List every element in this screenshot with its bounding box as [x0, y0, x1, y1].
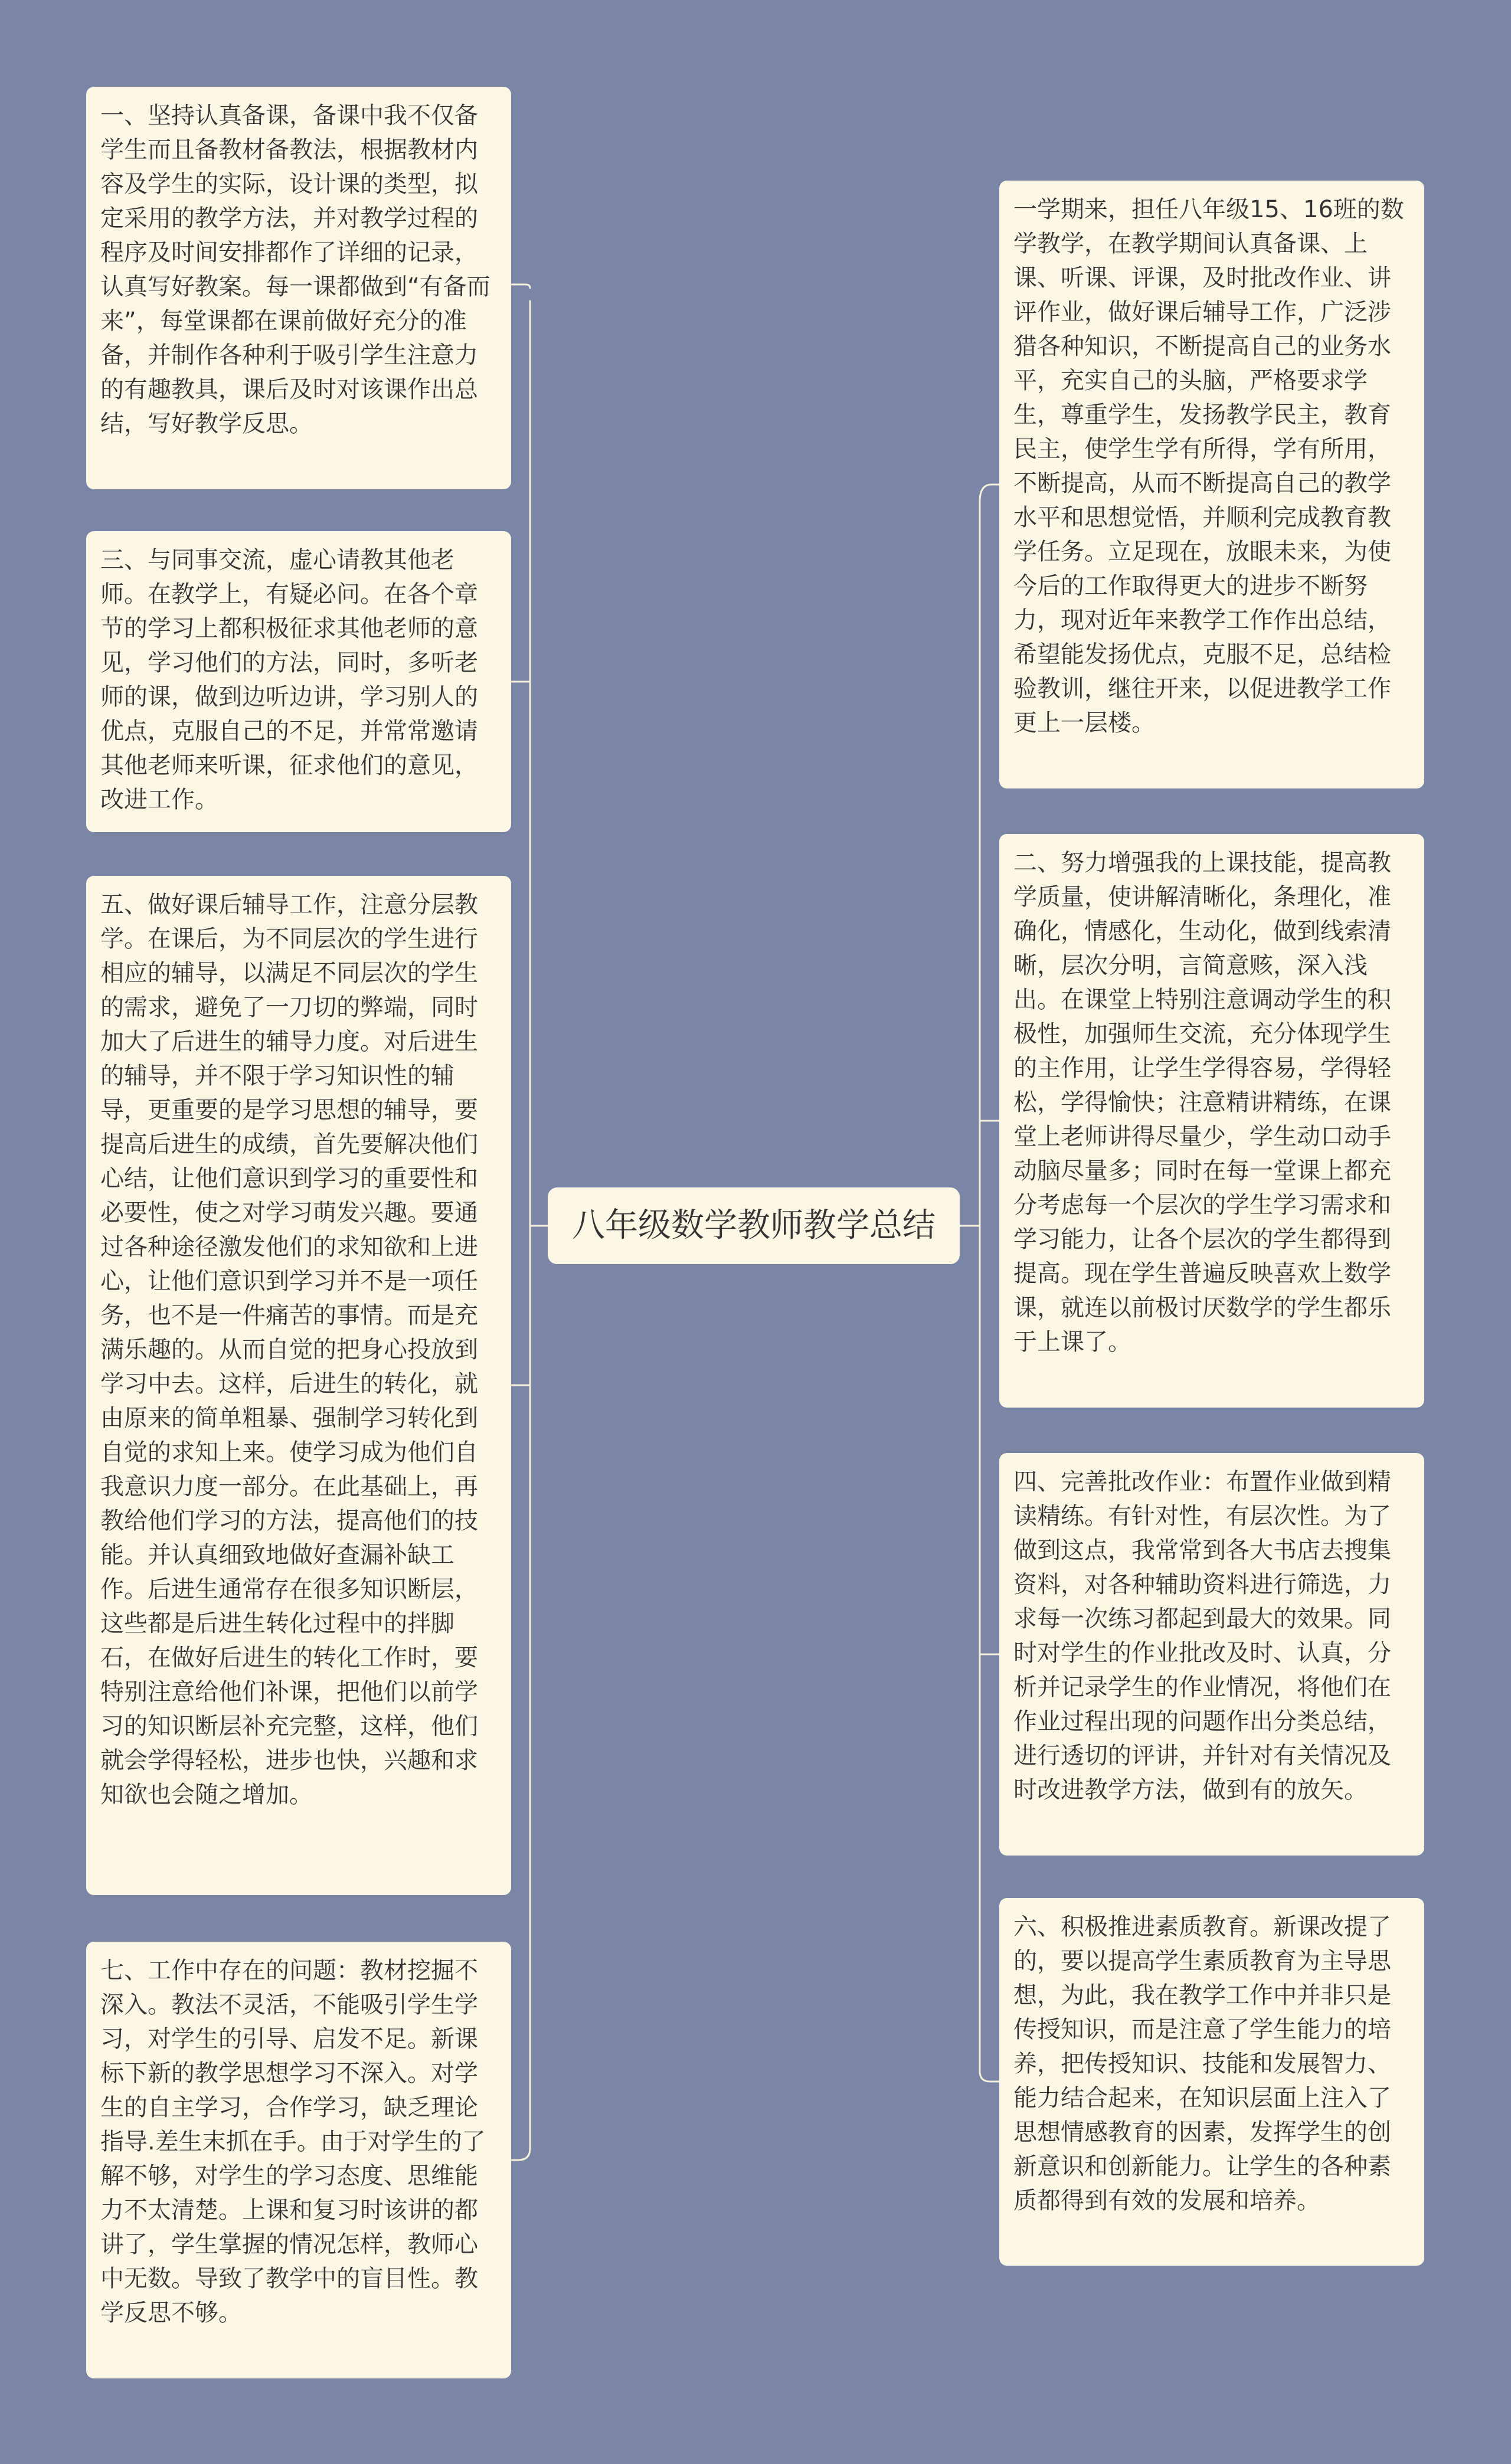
branch-node-right-2[interactable]: 二、努力增强我的上课技能，提高教学质量，使讲解清晰化，条理化，准确化，情感化，生动化，做到线索清晰，层次分明，言简意赅，深入浅出。在课堂上特别注意调动学生的积极性，加强师生交流，充分体现学生的主作用，让学生学得容易，学得轻松，学得愉快；注意精讲精练，在课堂上老师讲得尽量少，学生动口动手动脑尽量多；同时在每一堂课上都充分考虑每一个层次的学生学习需求和学习能力，让各个层次的学生都得到提高。现在学生普遍反映喜欢上数学课，就连以前极讨厌数学的学生都乐于上课了。 — [999, 834, 1424, 1408]
connector-right-6 — [980, 2072, 999, 2082]
connector-right-0 — [980, 485, 999, 502]
connector-left-7 — [511, 2148, 530, 2160]
branch-node-left-3[interactable]: 三、与同事交流，虚心请教其他老师。在教学上，有疑必问。在各个章节的学习上都积极征求其他老师的意见，学习他们的方法，同时，多听老师的课，做到边听边讲，学习别人的优点，克服自己的不足，并常常邀请其他老师来听课，征求他们的意见，改进工作。 — [86, 531, 511, 832]
branch-node-right-6[interactable]: 六、积极推进素质教育。新课改提了的，要以提高学生素质教育为主导思想，为此，我在教学工作中并非只是传授知识，而是注意了学生能力的培养，把传授知识、技能和发展智力、能力结合起来，在知识层面上注入了思想情感教育的因素，发挥学生的创新意识和创新能力。让学生的各种素质都得到有效的发展和培养。 — [999, 1898, 1424, 2266]
branch-node-left-7[interactable]: 七、工作中存在的问题：教材挖掘不深入。教法不灵活，不能吸引学生学习，对学生的引导、启发不足。新课标下新的教学思想学习不深入。对学生的自主学习，合作学习，缺乏理论指导.差生末抓在手。由于对学生的了解不够，对学生的学习态度、思维能力不太清楚。上课和复习时该讲的都讲了，学生掌握的情况怎样，教师心中无数。导致了教学中的盲目性。教学反思不够。 — [86, 1942, 511, 2378]
branch-node-left-5[interactable]: 五、做好课后辅导工作，注意分层教学。在课后，为不同层次的学生进行相应的辅导，以满足不同层次的学生的需求，避免了一刀切的弊端，同时加大了后进生的辅导力度。对后进生的辅导，并不限于学习知识性的辅导，更重要的是学习思想的辅导，要提高后进生的成绩，首先要解决他们心结，让他们意识到学习的重要性和必要性，使之对学习萌发兴趣。要通过各种途径激发他们的求知欲和上进心，让他们意识到学习并不是一项任务，也不是一件痛苦的事情。而是充满乐趣的。从而自觉的把身心投放到学习中去。这样，后进生的转化，就由原来的简单粗暴、强制学习转化到自觉的求知上来。使学习成为他们自我意识力度一部分。在此基础上，再教给他们学习的方法，提高他们的技能。并认真细致地做好查漏补缺工作。后进生通常存在很多知识断层，这些都是后进生转化过程中的拌脚石，在做好后进生的转化工作时，要特别注意给他们补课，把他们以前学习的知识断层补充完整，这样，他们就会学得轻松，进步也快，兴趣和求知欲也会随之增加。 — [86, 876, 511, 1895]
root-topic[interactable]: 八年级数学教师教学总结 — [548, 1187, 960, 1264]
branch-node-left-1[interactable]: 一、坚持认真备课，备课中我不仅备学生而且备教材备教法，根据教材内容及学生的实际，设计课的类型，拟定采用的教学方法，并对教学过程的程序及时间安排都作了详细的记录，认真写好教案。每一课都做到“有备而来”，每堂课都在课前做好充分的准备，并制作各种利于吸引学生注意力的有趣教具，课后及时对该课作出总结，写好教学反思。 — [86, 87, 511, 489]
connector-left-1 — [511, 284, 530, 288]
branch-node-right-intro[interactable]: 一学期来，担任八年级15、16班的数学教学，在教学期间认真备课、上课、听课、评课，及时批改作业、讲评作业，做好课后辅导工作，广泛涉猎各种知识，不断提高自己的业务水平，充实自己的头脑，严格要求学生，尊重学生，发扬教学民主，教育民主，使学生学有所得，学有所用，不断提高，从而不断提高自己的教学水平和思想觉悟，并顺利完成教育教学任务。立足现在，放眼未来，为使今后的工作取得更大的进步不断努力，现对近年来教学工作作出总结，希望能发扬优点，克服不足，总结检验教训，继往开来，以促进教学工作更上一层楼。 — [999, 181, 1424, 788]
branch-node-right-4[interactable]: 四、完善批改作业：布置作业做到精读精练。有针对性，有层次性。为了做到这点，我常常到各大书店去搜集资料，对各种辅助资料进行筛选，力求每一次练习都起到最大的效果。同时对学生的作业批改及时、认真，分析并记录学生的作业情况，将他们在作业过程出现的问题作出分类总结，进行透切的评讲，并针对有关情况及时改进教学方法，做到有的放矢。 — [999, 1453, 1424, 1856]
